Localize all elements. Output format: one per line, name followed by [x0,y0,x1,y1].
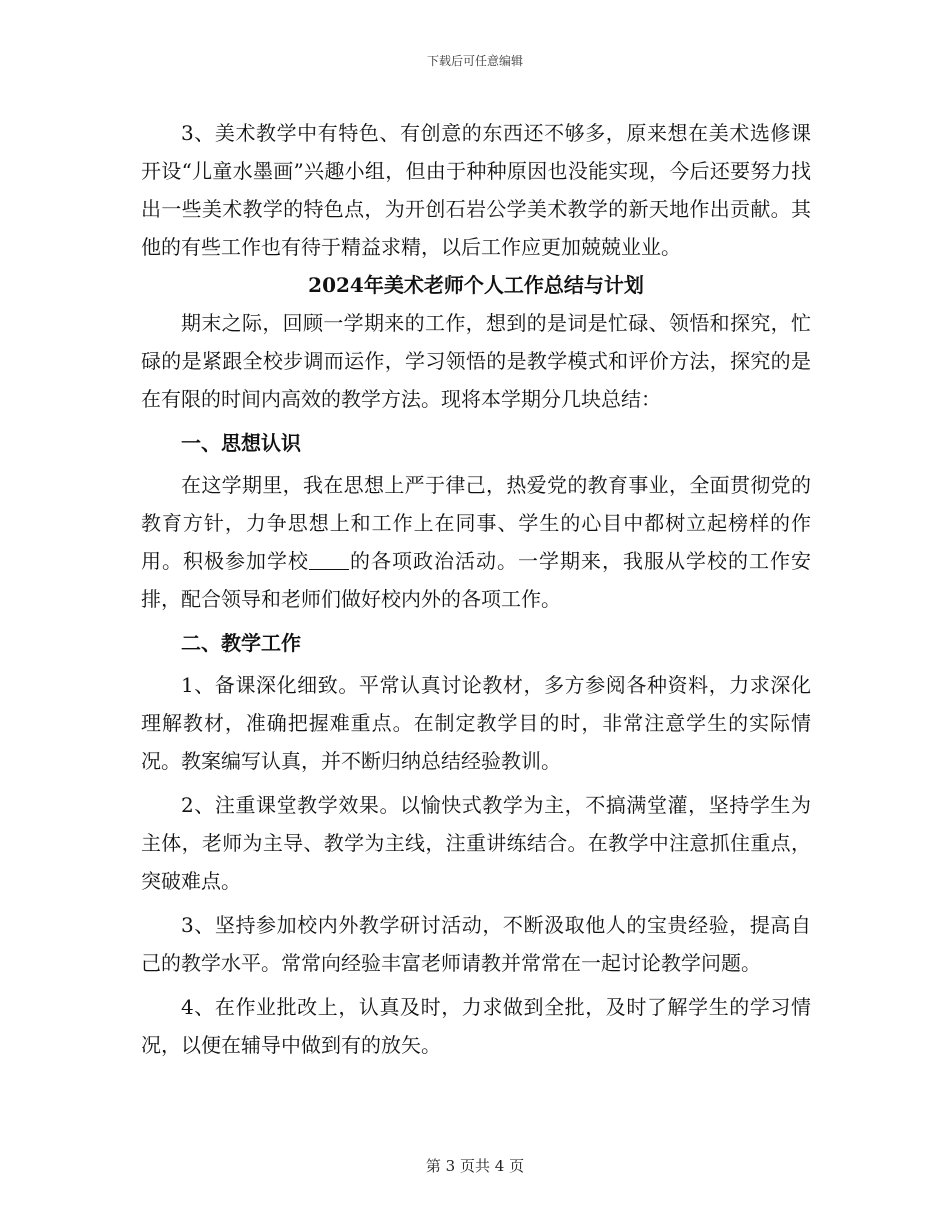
section-heading-thought: 一、思想认识 [181,431,301,455]
paragraph-thought-part-a: 在这学期里，我在思想上严于律己，热爱党的教育事业，全面贯彻党的教育方针，力争思想上和工作上在同事、学生的心目中都树立起榜样的作用。积极参加学校 [141,473,811,573]
document-title: 2024年美术老师个人工作总结与计划 [308,273,644,297]
paragraph-teaching-2: 2、注重课堂教学效果。以愉快式教学为主，不搞满堂灌，坚持学生为主体，老师为主导、教学为主线，注重讲练结合。在教学中注意抓住重点，突破难点。 [141,793,811,893]
page-header: 下载后可任意编辑 [426,54,523,68]
fill-blank [309,549,349,570]
section-heading-teaching: 二、教学工作 [181,631,301,655]
paragraph-thought [141,466,811,618]
paragraph-thought-part-b: 的各项政治活动。一学期来，我服从学校的工作安排，配合领导和老师们做好校内外的各项工作。 [141,549,811,611]
paragraph-opening: 期末之际，回顾一学期来的工作，想到的是词是忙碌、领悟和探究，忙碌的是紧跟全校步调而运作，学习领悟的是教学模式和评价方法，探究的是在有限的时间内高效的教学方法。现将本学期分几块总结： [141,311,811,411]
paragraph-teaching-4: 4、在作业批改上，认真及时，力求做到全批，及时了解学生的学习情况，以便在辅导中做到有的放矢。 [141,995,811,1057]
paragraph-teaching-1: 1、备课深化细致。平常认真讨论教材，多方参阅各种资料，力求深化理解教材，准确把握难重点。在制定教学目的时，非常注意学生的实际情况。教案编写认真，并不断归纳总结经验教训。 [141,673,811,773]
paragraph-teaching-3: 3、坚持参加校内外教学研讨活动，不断汲取他人的宝贵经验，提高自己的教学水平。常常向经验丰富老师请教并常常在一起讨论教学问题。 [141,913,811,975]
paragraph-intro-3: 3、美术教学中有特色、有创意的东西还不够多，原来想在美术选修课开设“儿童水墨画”兴趣小组，但由于种种原因也没能实现，今后还要努力找出一些美术教学的特色点，为开创石岩公学美术教学的新天地作出贡献。其他的有些工作也有待于精益求精，以后工作应更加兢兢业业。 [141,121,811,259]
page-footer: 第 3 页共 4 页 [425,1157,525,1175]
document-body [141,114,811,1064]
